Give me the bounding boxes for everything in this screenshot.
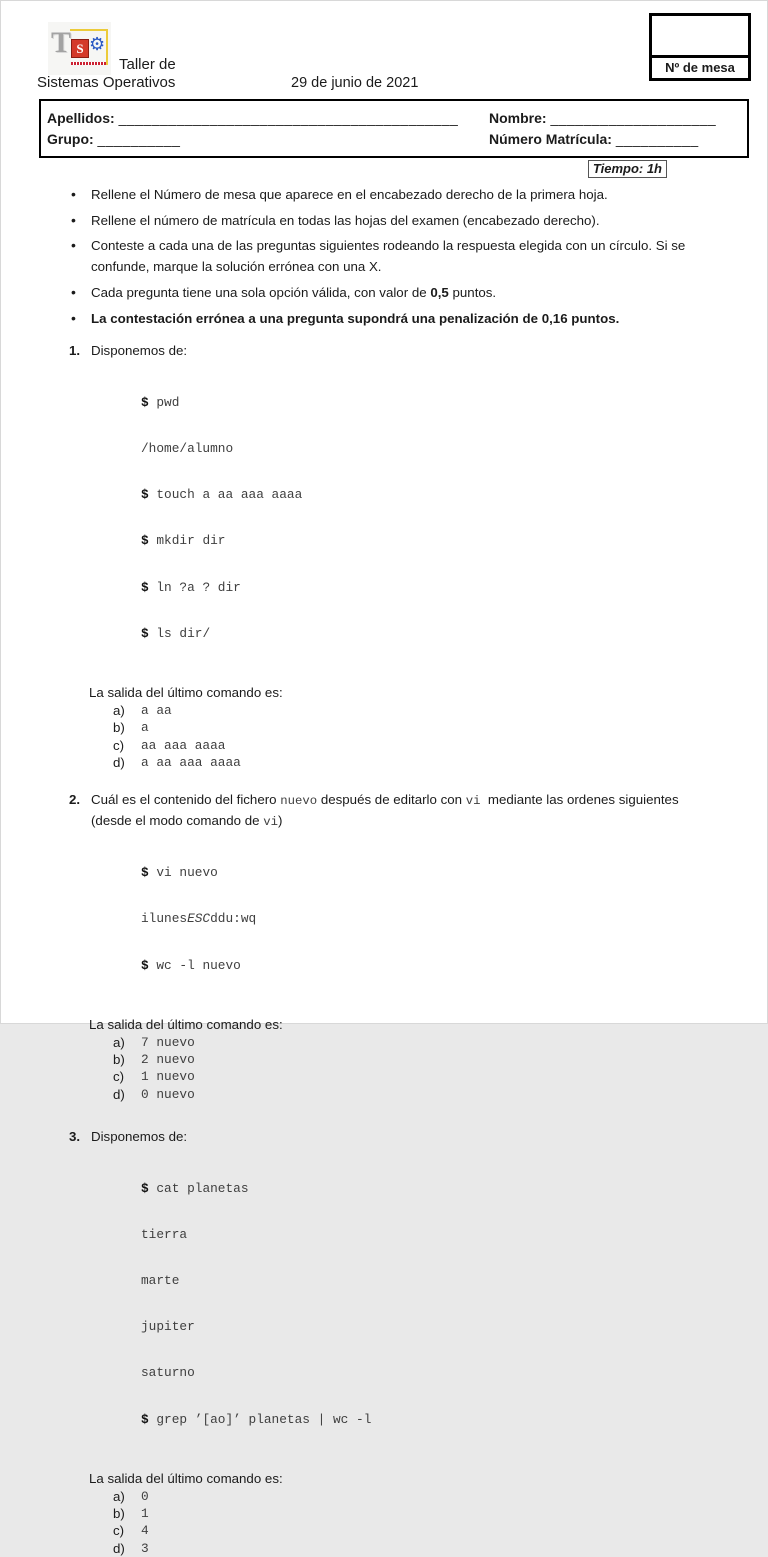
course-title-line2: Sistemas Operativos	[37, 74, 176, 91]
code-text: ddu:wq	[210, 911, 257, 927]
question-2-header	[69, 790, 767, 832]
option-b[interactable]	[113, 719, 767, 736]
option-d[interactable]	[113, 1540, 767, 1557]
code-line: $ ls dir/	[141, 625, 211, 641]
code-line: $ vi nuevo	[141, 865, 218, 881]
option-letter: d)	[113, 1540, 125, 1556]
intro-text: mediante las ordenes siguientes (desde el modo comando de	[91, 792, 683, 829]
intro-text: )	[278, 813, 283, 829]
option-value: aa aaa aaaa	[141, 737, 226, 753]
student-data-box	[39, 99, 749, 158]
grupo-blank-line[interactable]: __________	[97, 131, 181, 147]
option-value: 0	[141, 1488, 149, 1504]
code-line	[141, 911, 767, 926]
form-row-2	[47, 131, 739, 147]
form-row-1	[47, 110, 739, 126]
desk-number-blank-area[interactable]	[652, 16, 748, 58]
option-value: 4	[141, 1523, 149, 1539]
option-c[interactable]	[113, 737, 767, 754]
matricula-label: Número Matrícula:	[489, 131, 612, 147]
option-letter: b)	[113, 1052, 125, 1068]
matricula-blank-line[interactable]: __________	[615, 131, 699, 147]
option-letter: c)	[113, 1523, 125, 1539]
option-value: 2 nuevo	[141, 1052, 195, 1068]
option-value: 1	[141, 1506, 149, 1522]
code-line: $ pwd	[141, 394, 180, 410]
instruction-item	[69, 283, 727, 304]
option-letter: a)	[113, 703, 125, 719]
inline-code: vi	[263, 815, 278, 830]
option-letter: d)	[113, 755, 125, 771]
option-value: 0 nuevo	[141, 1086, 195, 1102]
code-line: $ grep ’[ao]’ planetas | wc -l	[141, 1411, 372, 1427]
apellidos-blank-line[interactable]: _________________________________________	[118, 110, 459, 126]
option-letter: b)	[113, 720, 125, 736]
nombre-field[interactable]	[489, 110, 739, 126]
output-prompt: La salida del último comando es:	[89, 1470, 283, 1486]
time-limit-badge: Tiempo: 1h	[588, 160, 667, 178]
question-number: 1.	[69, 343, 81, 359]
apellidos-field[interactable]	[47, 110, 489, 126]
logo-letter-s: S	[71, 39, 89, 58]
option-letter: a)	[113, 1488, 125, 1504]
inline-code: vi	[465, 794, 481, 809]
option-a[interactable]	[113, 1488, 767, 1505]
page-header	[1, 1, 767, 99]
gear-icon: ⚙	[89, 34, 106, 54]
code-line: $ cat planetas	[141, 1180, 249, 1196]
option-a[interactable]	[113, 702, 767, 719]
intro-text: después de editarlo con	[317, 792, 466, 808]
instruction-text: Cada pregunta tiene una sola opción válida, con valor de	[91, 284, 431, 300]
nombre-blank-line[interactable]: ____________________	[550, 110, 717, 126]
code-line: saturno	[141, 1365, 195, 1381]
exam-date: 29 de junio de 2021	[291, 75, 419, 91]
desk-number-box	[649, 13, 751, 81]
matricula-field[interactable]	[489, 131, 739, 147]
option-letter: c)	[113, 1069, 125, 1085]
question-3-header	[69, 1127, 767, 1148]
logo-text-strip	[71, 62, 106, 65]
code-text: ilunes	[141, 911, 188, 927]
inline-code: nuevo	[280, 794, 318, 809]
option-value: a aa aaa aaaa	[141, 755, 241, 771]
option-c[interactable]	[113, 1522, 767, 1539]
option-d[interactable]	[113, 754, 767, 771]
instruction-item	[69, 309, 727, 330]
option-a[interactable]	[113, 1034, 767, 1051]
option-letter: b)	[113, 1506, 125, 1522]
code-line: $ mkdir dir	[141, 533, 226, 549]
question-2-terminal-code	[141, 834, 767, 1003]
grupo-label: Grupo:	[47, 131, 94, 147]
time-row	[1, 160, 667, 178]
instruction-bold-text: La contestación errónea a una pregunta supondrá una penalización de 0,16 puntos.	[91, 310, 620, 326]
code-line: $ ln ?a ? dir	[141, 579, 241, 595]
option-letter: a)	[113, 1034, 125, 1050]
question-intro: Disponemos de:	[91, 1129, 188, 1145]
instruction-item: • Rellene el número de matrícula en todas las hojas del examen (encabezado derecho).	[69, 211, 727, 232]
question-intro: Disponemos de:	[91, 343, 188, 359]
code-line: $ touch a aa aaa aaaa	[141, 487, 303, 503]
instruction-text: puntos.	[448, 284, 497, 300]
question-3-options	[113, 1488, 767, 1557]
question-1	[1, 341, 767, 771]
question-3-terminal-code	[141, 1150, 767, 1458]
option-b[interactable]	[113, 1051, 767, 1068]
question-intro	[91, 790, 713, 832]
apellidos-label: Apellidos:	[47, 110, 115, 126]
logo-letter-t: T	[51, 26, 72, 59]
intro-text: Cuál es el contenido del fichero	[91, 792, 281, 808]
option-letter: d)	[113, 1086, 125, 1102]
option-value: 7 nuevo	[141, 1034, 195, 1050]
output-prompt: La salida del último comando es:	[89, 685, 283, 701]
question-1-terminal-code	[141, 364, 767, 672]
code-line: jupiter	[141, 1319, 195, 1335]
question-number: 3.	[69, 1129, 81, 1145]
option-b[interactable]	[113, 1505, 767, 1522]
question-2-options	[113, 1034, 767, 1103]
option-value: 3	[141, 1540, 149, 1556]
question-2	[1, 790, 767, 1103]
code-line: marte	[141, 1272, 180, 1288]
code-line: $ wc -l nuevo	[141, 957, 241, 973]
option-value: a	[141, 720, 149, 736]
question-1-options	[113, 702, 767, 771]
option-value: a aa	[141, 703, 172, 719]
esc-key-text: ESC	[187, 911, 211, 927]
option-value: 1 nuevo	[141, 1069, 195, 1085]
code-line: /home/alumno	[141, 441, 234, 457]
instructions-list	[1, 185, 767, 329]
desk-number-label: Nº de mesa	[665, 60, 735, 75]
tso-logo	[48, 22, 111, 75]
instruction-item: • Rellene el Número de mesa que aparece en el encabezado derecho de la primera hoja.	[69, 185, 727, 206]
code-line: tierra	[141, 1226, 188, 1242]
question-3	[1, 1127, 767, 1557]
option-letter: c)	[113, 737, 125, 753]
option-c[interactable]	[113, 1068, 767, 1085]
question-number: 2.	[69, 792, 81, 808]
instruction-bold-value: 0,5	[430, 284, 449, 300]
output-prompt: La salida del último comando es:	[89, 1016, 283, 1032]
course-title-line1: Taller de	[119, 56, 176, 73]
grupo-field[interactable]	[47, 131, 489, 147]
nombre-label: Nombre:	[489, 110, 547, 126]
instruction-item: • Conteste a cada una de las preguntas siguientes rodeando la respuesta elegida con un círculo. Si se confunde, marque la solución errónea con una X.	[69, 236, 727, 277]
option-d[interactable]	[113, 1086, 767, 1103]
question-1-header	[69, 341, 767, 362]
